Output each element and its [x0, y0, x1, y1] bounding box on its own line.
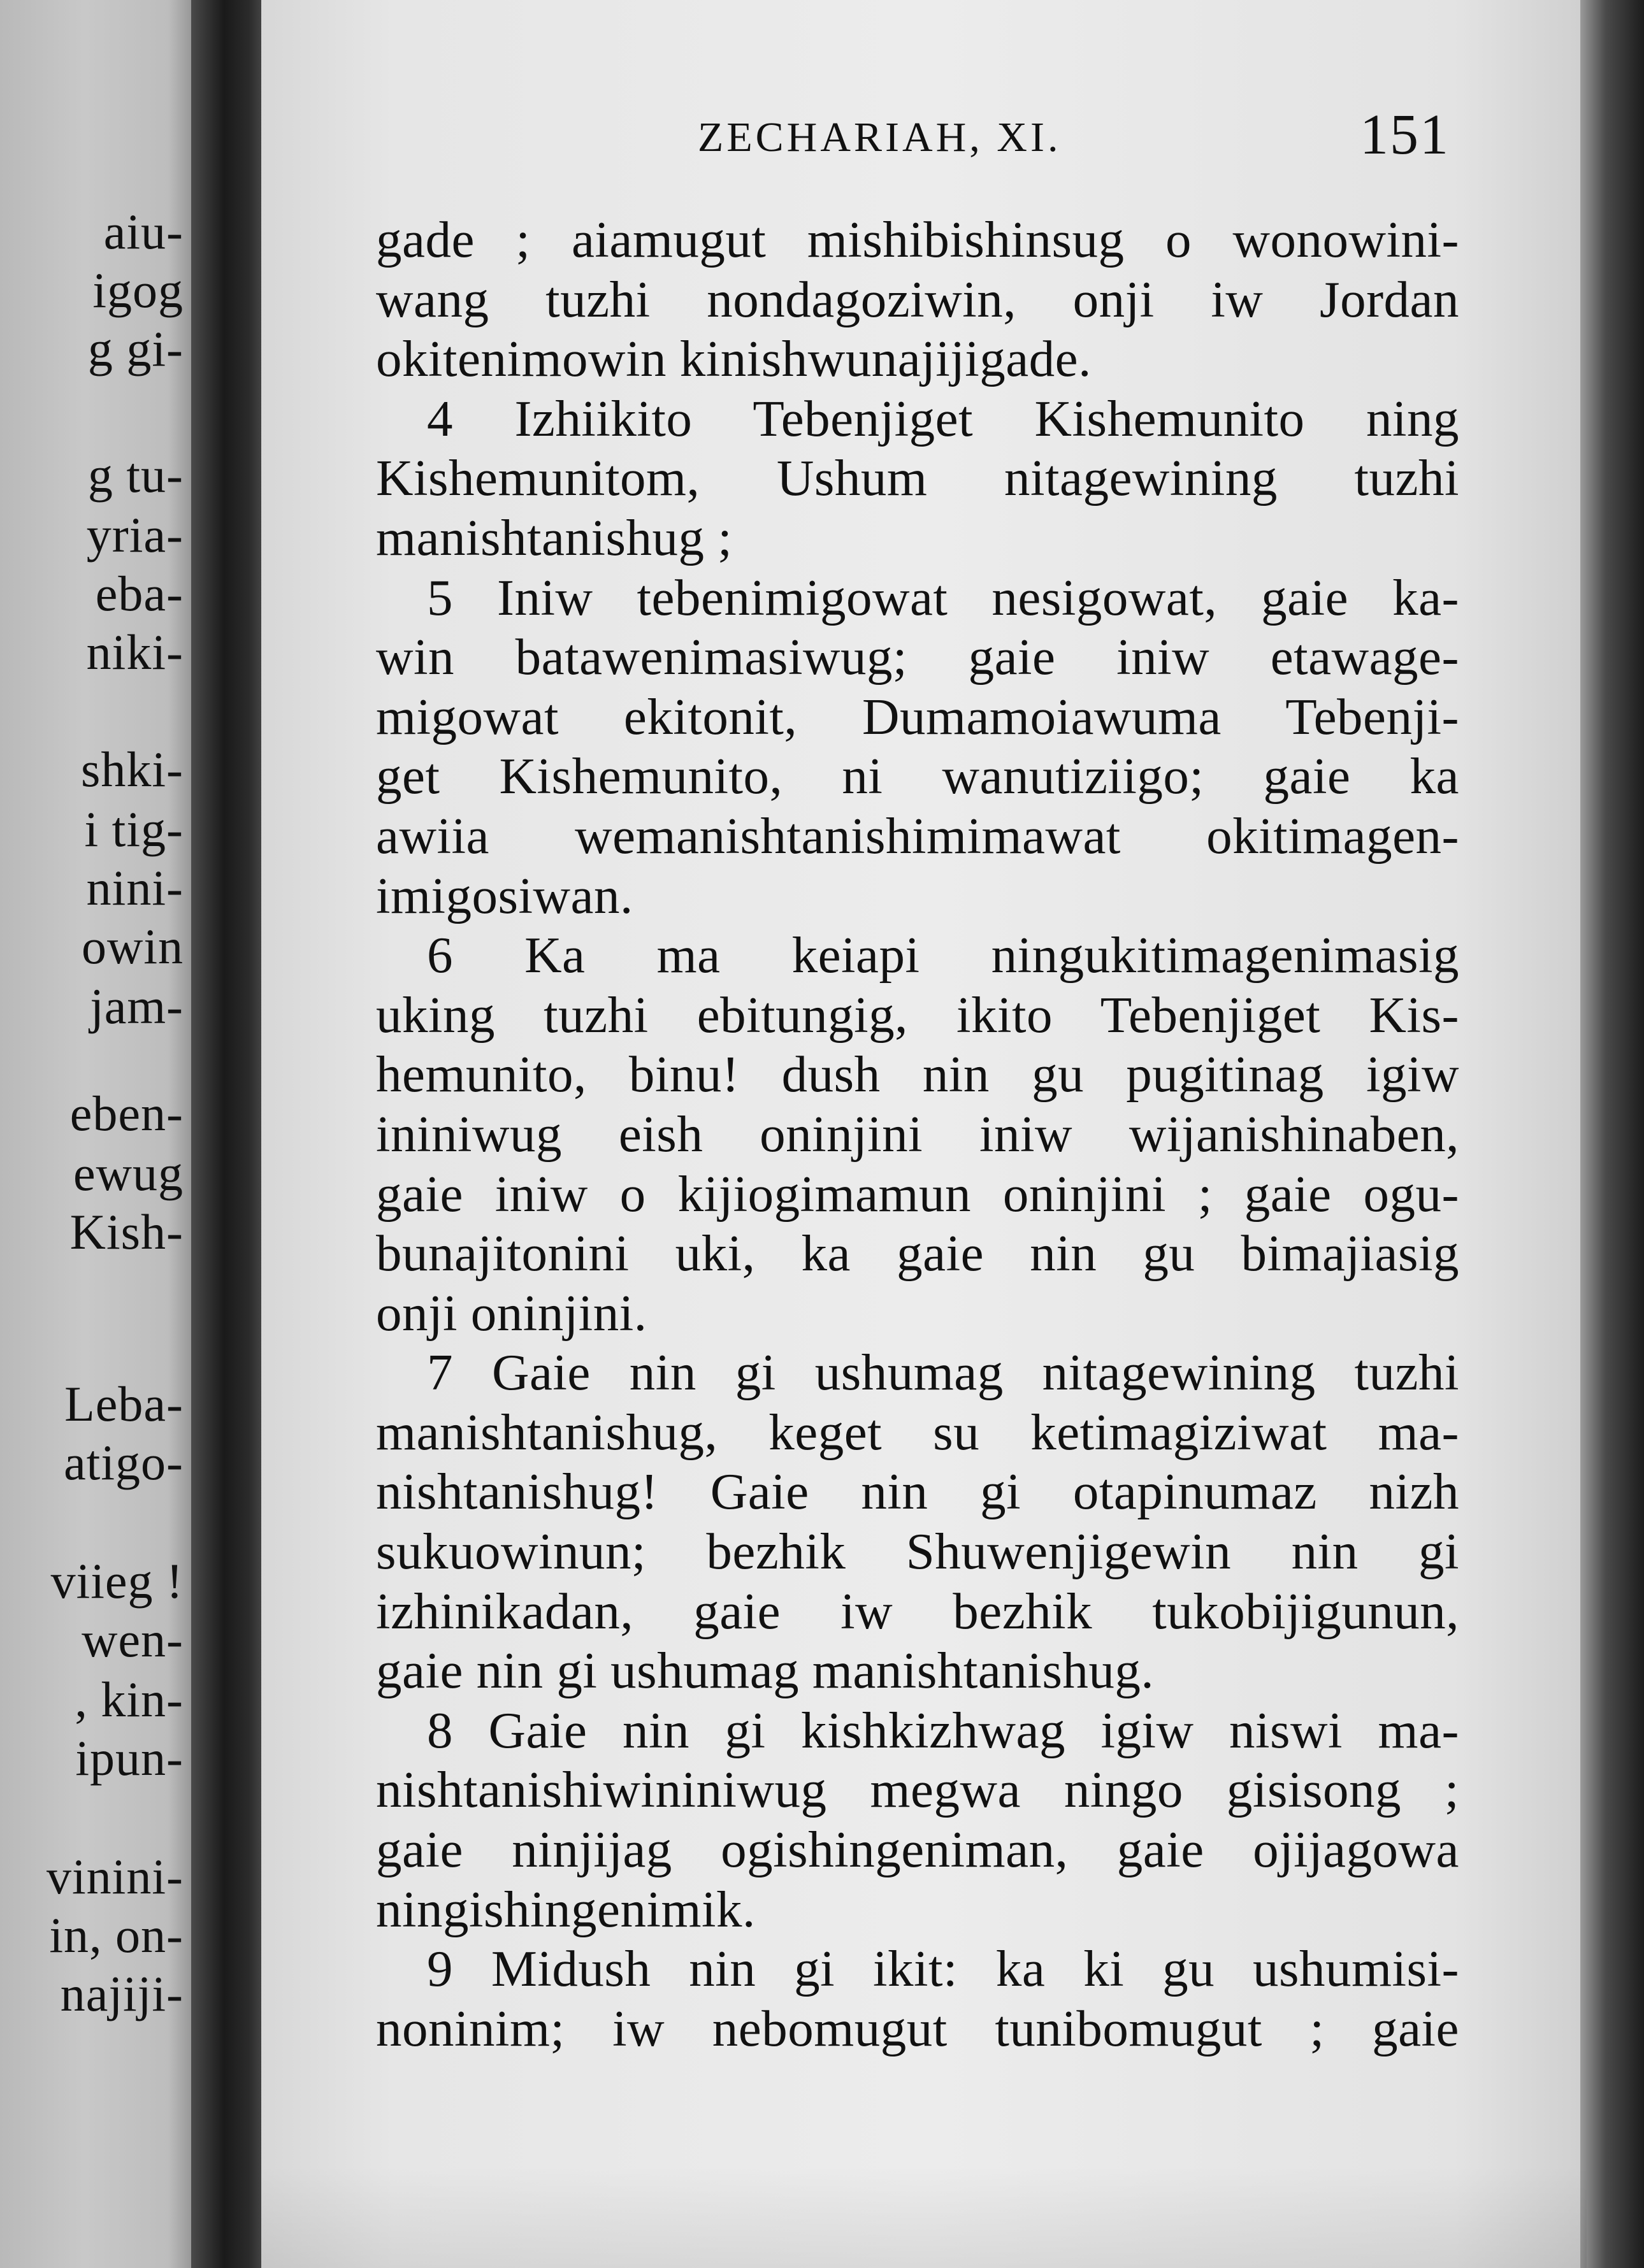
- left-line: aiu-: [103, 204, 184, 259]
- page-number: 151: [1360, 103, 1450, 166]
- left-line: ewug: [73, 1145, 184, 1201]
- left-page-fragment: [0, 0, 210, 2268]
- text-line: ininiwug eish oninjini iniw wijanishinaben,: [376, 1105, 1459, 1163]
- text-line: migowat ekitonit, Dumamoiawuma Tebenji-: [376, 687, 1459, 745]
- left-line: in, on-: [49, 1907, 184, 1963]
- left-line: Leba-: [64, 1376, 184, 1432]
- verse-start-line: 8 Gaie nin gi kishkizhwag igiw niswi ma-: [427, 1701, 1459, 1759]
- text-line: ningishingenimik.: [376, 1880, 756, 1938]
- text-line: win batawenimasiwug; gaie iniw etawage-: [376, 628, 1459, 686]
- left-line: atigo-: [64, 1435, 184, 1490]
- left-line: ipun-: [75, 1730, 184, 1786]
- left-line: vinini-: [47, 1849, 184, 1904]
- text-line: gaie nin gi ushumag manishtanishug.: [376, 1642, 1155, 1700]
- left-line: Kish-: [69, 1204, 184, 1260]
- left-line: yria-: [86, 507, 184, 563]
- left-line: , kin-: [75, 1672, 184, 1727]
- verse-start-line: 9 Midush nin gi ikit: ka ki gu ushumisi-: [427, 1940, 1459, 1998]
- left-page-text-column: [0, 0, 191, 2268]
- text-line: sukuowinun; bezhik Shuwenjigewin nin gi: [376, 1523, 1459, 1581]
- verse-start-line: 5 Iniw tebenimigowat nesigowat, gaie ka-: [427, 568, 1459, 626]
- verse-start-line: 7 Gaie nin gi ushumag nitagewining tuzhi: [427, 1344, 1459, 1402]
- left-line: g tu-: [87, 447, 184, 503]
- verse-start-line: 6 Ka ma keiapi ningukitimagenimasig: [427, 926, 1459, 984]
- left-line: g gi-: [87, 321, 184, 377]
- text-line: wang tuzhi nondagoziwin, onji iw Jordan: [376, 270, 1459, 328]
- left-line: jam-: [90, 979, 184, 1034]
- page-header: [698, 102, 1450, 172]
- left-line: niki-: [86, 624, 184, 680]
- text-line: izhinikadan, gaie iw bezhik tukobijigunun,: [376, 1582, 1459, 1640]
- text-line: awiia wemanishtanishimimawat okitimagen-: [376, 807, 1459, 865]
- body-text: [376, 210, 1459, 2058]
- left-line: eben-: [69, 1086, 184, 1141]
- text-line: gaie iniw o kijiogimamun oninjini ; gaie ogu-: [376, 1165, 1459, 1223]
- left-line: wen-: [82, 1612, 184, 1667]
- text-line: okitenimowin kinishwunajijigade.: [376, 330, 1092, 388]
- text-line: bunajitonini uki, ka gaie nin gu bimajiasig: [376, 1224, 1459, 1282]
- left-line: viieg !: [50, 1553, 184, 1609]
- text-line: manishtanishug, keget su ketimagiziwat ma-: [376, 1403, 1459, 1461]
- left-line: igog: [92, 262, 184, 318]
- page-bottom-shade: [261, 2166, 1587, 2268]
- left-line: shki-: [81, 742, 184, 797]
- text-line: nishtanishiwininiwug megwa ningo gisisong ;: [376, 1761, 1459, 1819]
- text-line: Kishemunitom, Ushum nitagewining tuzhi: [376, 449, 1459, 507]
- text-line: get Kishemunito, ni wanutiziigo; gaie ka: [376, 747, 1459, 805]
- text-line: gade ; aiamugut mishibishinsug o wonowini-: [376, 211, 1459, 268]
- left-line: owin: [82, 919, 184, 974]
- left-line: eba-: [95, 566, 184, 621]
- verse-start-line: 4 Izhiikito Tebenjiget Kishemunito ning: [427, 389, 1459, 447]
- page-edge-shadow: [1580, 0, 1644, 2268]
- text-line: nishtanishug! Gaie nin gi otapinumaz nizh: [376, 1463, 1459, 1521]
- text-line: imigosiwan.: [376, 866, 633, 924]
- text-line: manishtanishug ;: [376, 508, 733, 566]
- text-line: onji oninjini.: [376, 1284, 647, 1342]
- left-line: nini-: [86, 860, 184, 915]
- left-line: najiji-: [60, 1966, 184, 2021]
- text-line: noninim; iw nebomugut tunibomugut ; gaie: [376, 1999, 1459, 2057]
- text-line: uking tuzhi ebitungig, ikito Tebenjiget Kis-: [376, 986, 1459, 1044]
- text-line: hemunito, binu! dush nin gu pugitinag igiw: [376, 1045, 1459, 1103]
- running-head: ZECHARIAH, XI.: [698, 114, 1062, 161]
- text-line: gaie ninjijag ogishingeniman, gaie ojijagowa: [376, 1821, 1459, 1879]
- left-line: i tig-: [84, 801, 184, 857]
